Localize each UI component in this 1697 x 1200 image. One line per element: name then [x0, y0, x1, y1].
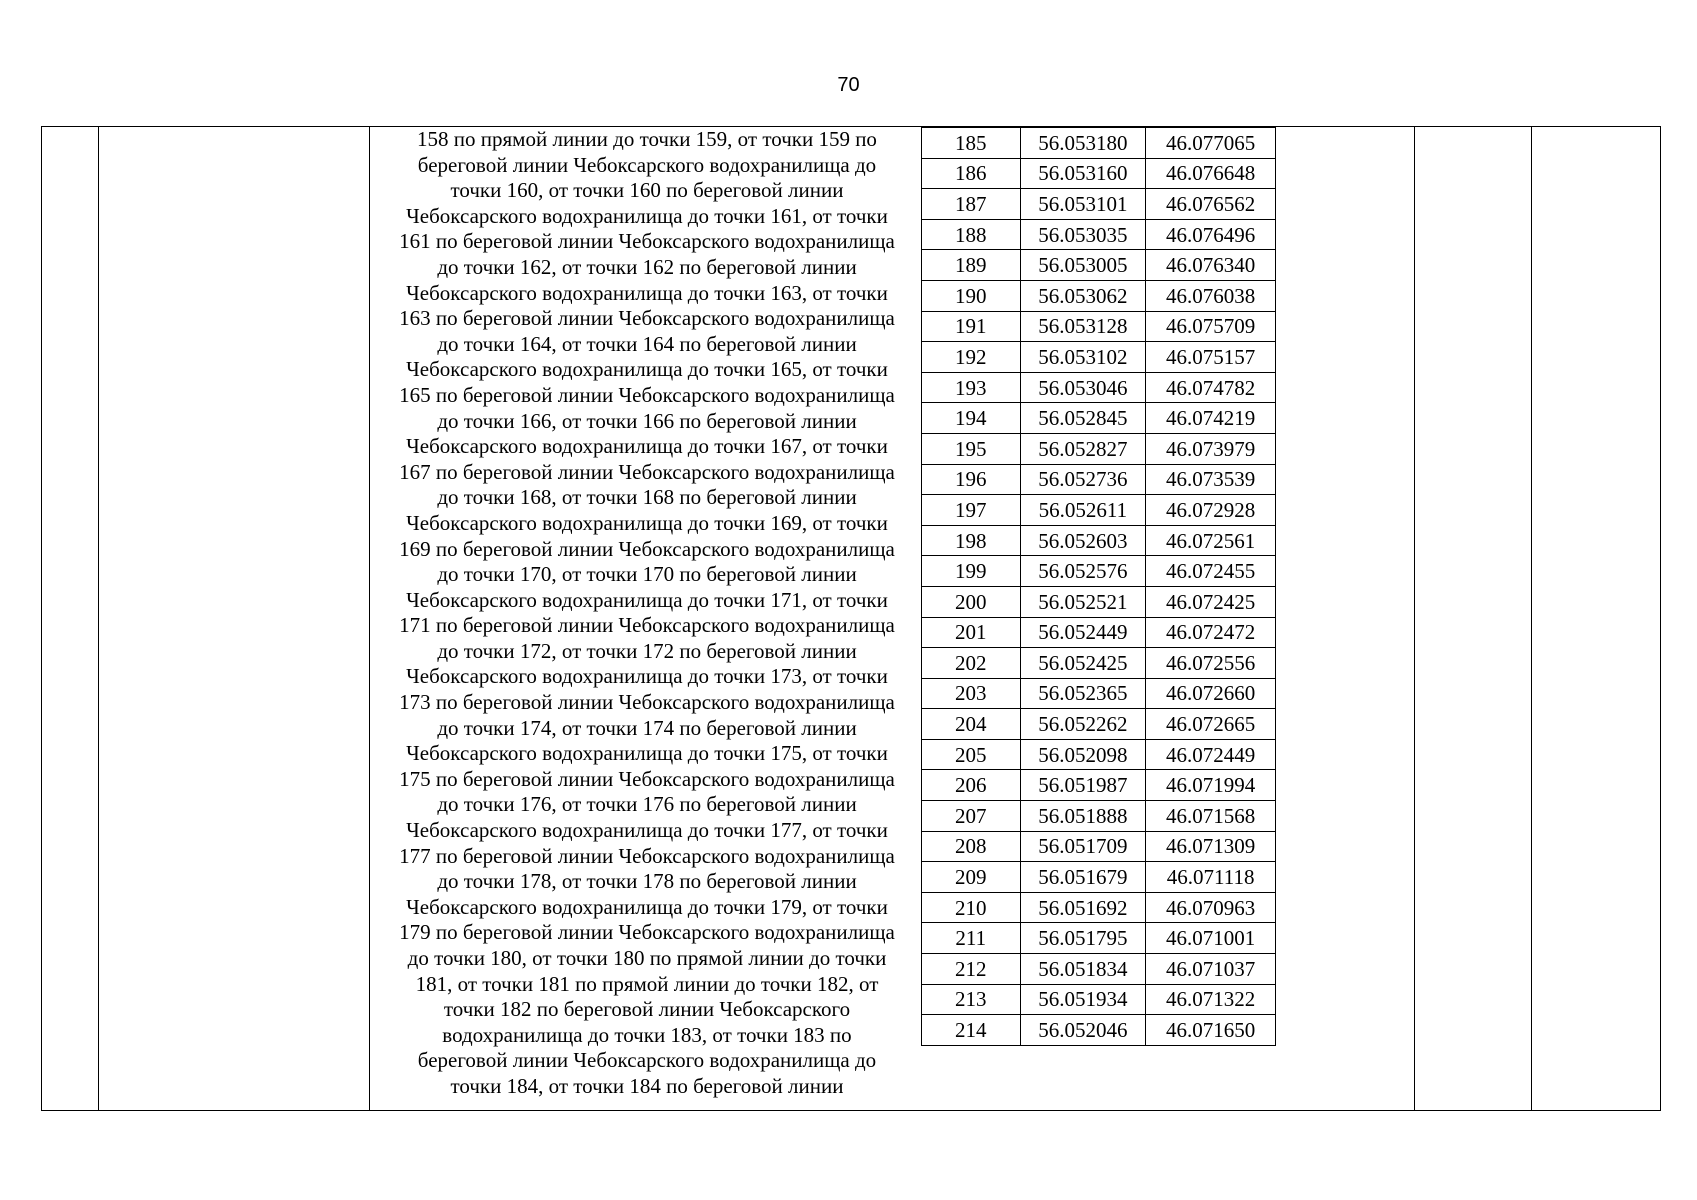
point-number: 188: [922, 219, 1021, 250]
column-divider: [1531, 127, 1532, 1110]
description-line: 158 по прямой линии до точки 159, от точки 159 по: [417, 127, 877, 151]
description-line: водохранилища до точки 183, от точки 183 по: [442, 1022, 852, 1047]
description-line: до точки 180, от точки 180 по прямой линии до точки: [407, 946, 887, 970]
longitude-cell: 46.072449: [1146, 739, 1276, 770]
longitude-cell: 46.074782: [1146, 372, 1276, 403]
description-line: Чебоксарского водохранилища до точки 173, от точки: [406, 664, 888, 689]
point-number: 191: [922, 311, 1021, 342]
latitude-cell: 56.052046: [1020, 1015, 1146, 1046]
point-number: 193: [922, 372, 1021, 403]
latitude-cell: 56.053005: [1020, 250, 1146, 281]
description-line: до точки 168, от точки 168 по береговой линии: [437, 485, 857, 510]
column-divider: [98, 127, 99, 1110]
point-number: 201: [922, 617, 1021, 648]
point-number: 196: [922, 464, 1021, 495]
description-line: 181, от точки 181 по прямой линии до точки 182, от: [415, 971, 879, 996]
table-row: [922, 403, 1276, 434]
longitude-cell: 46.071650: [1146, 1015, 1276, 1046]
longitude-cell: 46.076562: [1146, 189, 1276, 220]
longitude-cell: 46.076648: [1146, 158, 1276, 189]
latitude-cell: 56.053102: [1020, 342, 1146, 373]
table-row: [922, 464, 1276, 495]
latitude-cell: 56.051987: [1020, 770, 1146, 801]
description-line: точки 182 по береговой линии Чебоксарского: [443, 997, 851, 1022]
table-row: [922, 862, 1276, 893]
table-row: [922, 678, 1276, 709]
point-number: 205: [922, 739, 1021, 770]
latitude-cell: 56.053062: [1020, 280, 1146, 311]
coordinates-table: [921, 127, 1276, 1046]
point-number: 214: [922, 1015, 1021, 1046]
point-number: 192: [922, 342, 1021, 373]
description-line: 171 по береговой линии Чебоксарского водохранилища: [399, 613, 895, 638]
longitude-cell: 46.074219: [1146, 403, 1276, 434]
description-line: 169 по береговой линии Чебоксарского водохранилища: [399, 536, 895, 561]
description-line: точки 184, от точки 184 по береговой линии: [450, 1073, 844, 1098]
table-row: [922, 739, 1276, 770]
longitude-cell: 46.072561: [1146, 525, 1276, 556]
latitude-cell: 56.052736: [1020, 464, 1146, 495]
description-line: 167 по береговой линии Чебоксарского водохранилища: [399, 459, 895, 484]
longitude-cell: 46.076038: [1146, 280, 1276, 311]
description-line: до точки 172, от точки 172 по береговой линии: [437, 638, 857, 663]
latitude-cell: 56.053160: [1020, 158, 1146, 189]
longitude-cell: 46.072660: [1146, 678, 1276, 709]
table-row: [922, 709, 1276, 740]
latitude-cell: 56.051692: [1020, 892, 1146, 923]
description-line: береговой линии Чебоксарского водохранилища до: [417, 152, 877, 177]
description-line: береговой линии Чебоксарского водохранилища до: [417, 1048, 877, 1073]
description-line: Чебоксарского водохранилища до точки 163, от точки: [406, 280, 888, 305]
description-line: точки 160, от точки 160 по береговой линии: [450, 178, 844, 203]
table-row: [922, 892, 1276, 923]
longitude-cell: 46.071994: [1146, 770, 1276, 801]
point-number: 186: [922, 158, 1021, 189]
point-number: 197: [922, 495, 1021, 526]
longitude-cell: 46.076340: [1146, 250, 1276, 281]
point-number: 200: [922, 586, 1021, 617]
point-number: 199: [922, 556, 1021, 587]
description-line: до точки 176, от точки 176 по береговой линии: [437, 792, 857, 817]
description-line: Чебоксарского водохранилища до точки 167, от точки: [406, 434, 888, 459]
table-row: [922, 648, 1276, 679]
point-number: 208: [922, 831, 1021, 862]
table-row: [922, 128, 1276, 159]
latitude-cell: 56.051834: [1020, 954, 1146, 985]
point-number: 202: [922, 648, 1021, 679]
table-row: [922, 923, 1276, 954]
description-line: до точки 170, от точки 170 по береговой линии: [437, 562, 857, 587]
table-row: [922, 556, 1276, 587]
latitude-cell: 56.051679: [1020, 862, 1146, 893]
latitude-cell: 56.052365: [1020, 678, 1146, 709]
longitude-cell: 46.071037: [1146, 954, 1276, 985]
description-line: 173 по береговой линии Чебоксарского водохранилища: [399, 690, 895, 715]
latitude-cell: 56.052098: [1020, 739, 1146, 770]
description-line: до точки 178, от точки 178 по береговой линии: [437, 869, 857, 894]
table-row: [922, 525, 1276, 556]
table-row: [922, 250, 1276, 281]
latitude-cell: 56.052576: [1020, 556, 1146, 587]
longitude-cell: 46.071309: [1146, 831, 1276, 862]
point-number: 212: [922, 954, 1021, 985]
longitude-cell: 46.070963: [1146, 892, 1276, 923]
point-number: 203: [922, 678, 1021, 709]
longitude-cell: 46.073539: [1146, 464, 1276, 495]
point-number: 206: [922, 770, 1021, 801]
table-row: [922, 158, 1276, 189]
latitude-cell: 56.052262: [1020, 709, 1146, 740]
page-number: 70: [837, 74, 860, 96]
latitude-cell: 56.052827: [1020, 433, 1146, 464]
table-row: [922, 189, 1276, 220]
point-number: 204: [922, 709, 1021, 740]
table-row: [922, 1015, 1276, 1046]
description-line: до точки 164, от точки 164 по береговой линии: [437, 331, 857, 356]
latitude-cell: 56.052845: [1020, 403, 1146, 434]
table-row: [922, 770, 1276, 801]
point-number: 213: [922, 984, 1021, 1015]
description-line: Чебоксарского водохранилища до точки 171, от точки: [406, 587, 888, 612]
boundary-description: [372, 127, 922, 1100]
latitude-cell: 56.052425: [1020, 648, 1146, 679]
latitude-cell: 56.053128: [1020, 311, 1146, 342]
longitude-cell: 46.073979: [1146, 433, 1276, 464]
latitude-cell: 56.053046: [1020, 372, 1146, 403]
table-row: [922, 586, 1276, 617]
description-line: Чебоксарского водохранилища до точки 169, от точки: [406, 510, 888, 535]
table-row: [922, 831, 1276, 862]
table-row: [922, 280, 1276, 311]
description-line: Чебоксарского водохранилища до точки 165, от точки: [406, 357, 888, 382]
point-number: 209: [922, 862, 1021, 893]
latitude-cell: 56.053101: [1020, 189, 1146, 220]
point-number: 185: [922, 128, 1021, 159]
column-divider: [1414, 127, 1415, 1110]
description-line: 161 по береговой линии Чебоксарского водохранилища: [399, 229, 895, 254]
latitude-cell: 56.052449: [1020, 617, 1146, 648]
table-row: [922, 311, 1276, 342]
description-line: до точки 174, от точки 174 по береговой линии: [437, 715, 857, 740]
point-number: 211: [922, 923, 1021, 954]
longitude-cell: 46.072425: [1146, 586, 1276, 617]
latitude-cell: 56.053035: [1020, 219, 1146, 250]
table-row: [922, 617, 1276, 648]
table-row: [922, 495, 1276, 526]
longitude-cell: 46.075709: [1146, 311, 1276, 342]
table-row: [922, 801, 1276, 832]
longitude-cell: 46.072472: [1146, 617, 1276, 648]
description-line: Чебоксарского водохранилища до точки 179, от точки: [406, 894, 888, 919]
point-number: 194: [922, 403, 1021, 434]
description-line: 175 по береговой линии Чебоксарского водохранилища: [399, 766, 895, 791]
latitude-cell: 56.051709: [1020, 831, 1146, 862]
longitude-cell: 46.072556: [1146, 648, 1276, 679]
description-line: 177 по береговой линии Чебоксарского водохранилища: [399, 843, 895, 868]
latitude-cell: 56.053180: [1020, 128, 1146, 159]
table-row: [922, 342, 1276, 373]
description-line: 163 по береговой линии Чебоксарского водохранилища: [399, 306, 895, 331]
table-row: [922, 954, 1276, 985]
latitude-cell: 56.051888: [1020, 801, 1146, 832]
description-line: Чебоксарского водохранилища до точки 177, от точки: [406, 818, 888, 843]
latitude-cell: 56.052521: [1020, 586, 1146, 617]
longitude-cell: 46.076496: [1146, 219, 1276, 250]
longitude-cell: 46.075157: [1146, 342, 1276, 373]
point-number: 189: [922, 250, 1021, 281]
table-row: [922, 219, 1276, 250]
longitude-cell: 46.071568: [1146, 801, 1276, 832]
table-row: [922, 433, 1276, 464]
description-line: 165 по береговой линии Чебоксарского водохранилища: [399, 382, 895, 407]
latitude-cell: 56.051934: [1020, 984, 1146, 1015]
description-line: до точки 166, от точки 166 по береговой линии: [437, 408, 857, 433]
longitude-cell: 46.071118: [1146, 862, 1276, 893]
description-line: Чебоксарского водохранилища до точки 161, от точки: [406, 203, 888, 228]
description-line: 179 по береговой линии Чебоксарского водохранилища: [399, 920, 895, 945]
point-number: 187: [922, 189, 1021, 220]
boundary-table: [41, 126, 1661, 1111]
longitude-cell: 46.072455: [1146, 556, 1276, 587]
table-row: [922, 372, 1276, 403]
column-divider: [369, 127, 370, 1110]
description-line: Чебоксарского водохранилища до точки 175, от точки: [406, 741, 888, 766]
point-number: 210: [922, 892, 1021, 923]
point-number: 207: [922, 801, 1021, 832]
description-line: до точки 162, от точки 162 по береговой линии: [437, 254, 857, 279]
longitude-cell: 46.072928: [1146, 495, 1276, 526]
longitude-cell: 46.072665: [1146, 709, 1276, 740]
latitude-cell: 56.051795: [1020, 923, 1146, 954]
longitude-cell: 46.071001: [1146, 923, 1276, 954]
latitude-cell: 56.052611: [1020, 495, 1146, 526]
point-number: 195: [922, 433, 1021, 464]
table-row: [922, 984, 1276, 1015]
latitude-cell: 56.052603: [1020, 525, 1146, 556]
longitude-cell: 46.071322: [1146, 984, 1276, 1015]
longitude-cell: 46.077065: [1146, 128, 1276, 159]
point-number: 190: [922, 280, 1021, 311]
point-number: 198: [922, 525, 1021, 556]
